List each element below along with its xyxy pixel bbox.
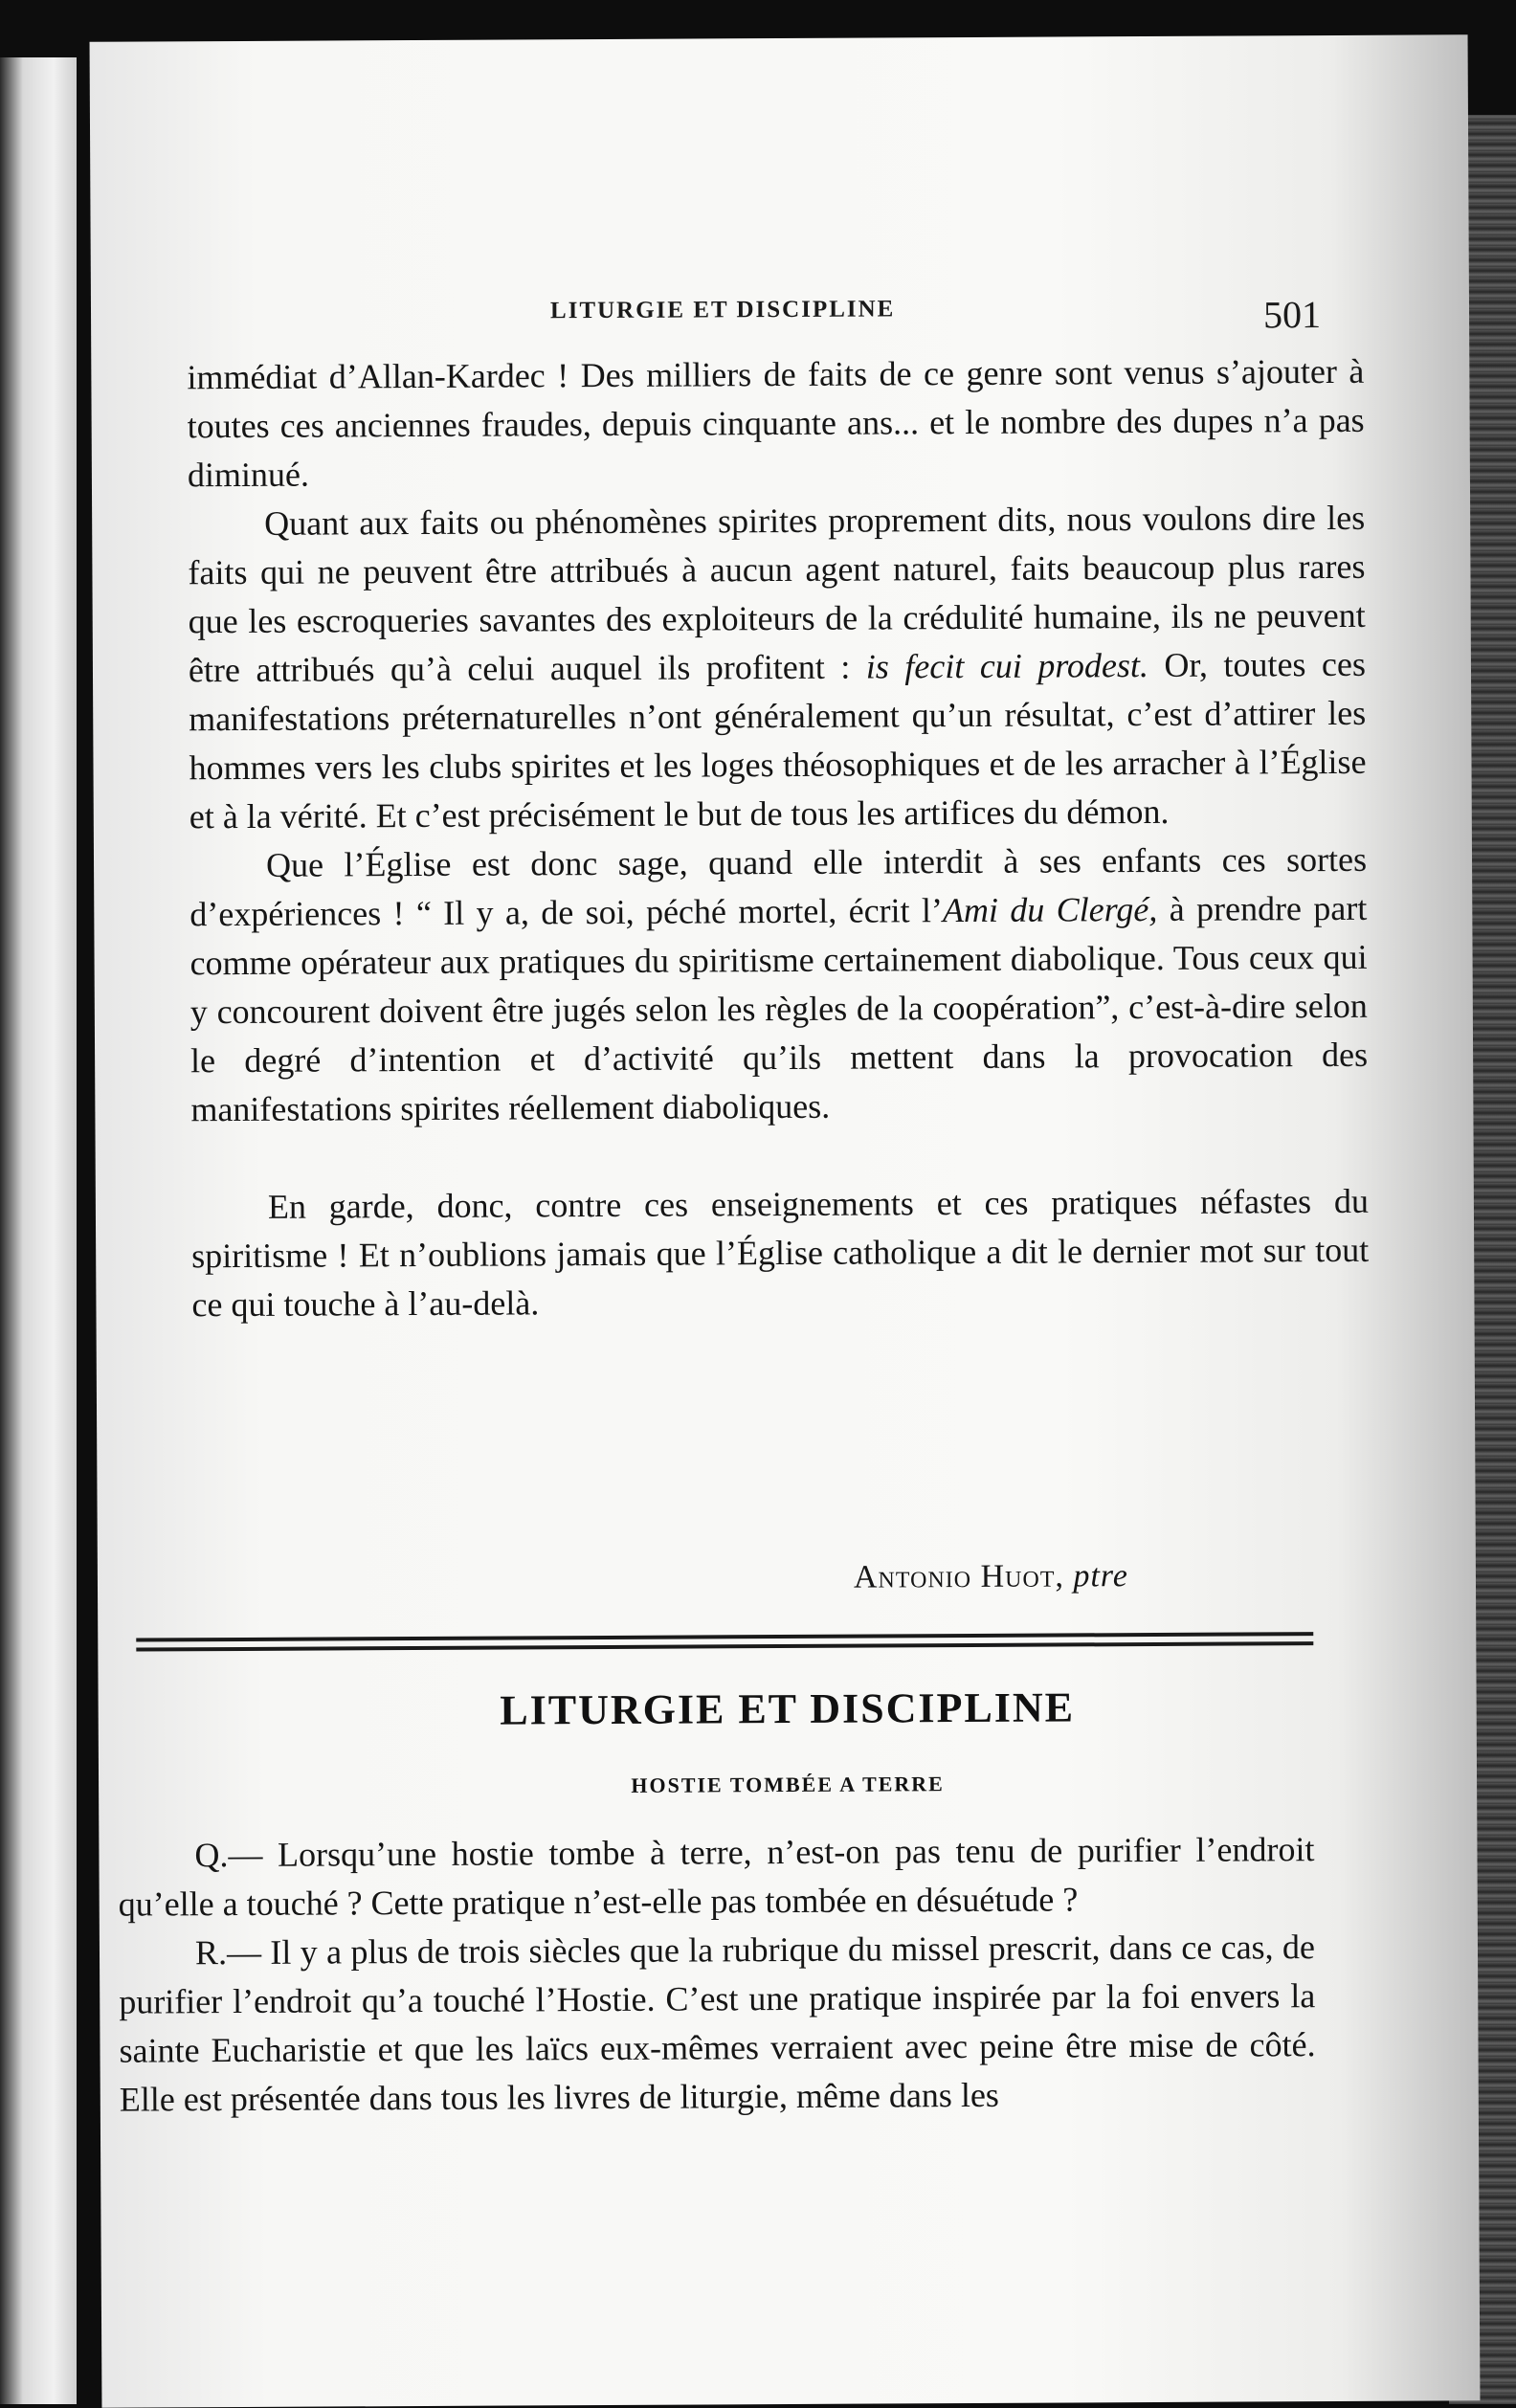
divider-rule: [136, 1632, 1313, 1641]
paragraph: [188, 494, 1367, 841]
subsection-title: HOSTIE TOMBÉE A TERRE: [631, 1772, 945, 1797]
paragraph: [190, 836, 1369, 1134]
section-title: LITURGIE ET DISCIPLINE: [500, 1683, 1076, 1734]
paragraph: immédiat d’Allan-Kardec ! Des milliers de faits de ce genre sont venus s’ajouter à toutes ces anciennes fraudes, depuis cinquante ans... et le nombre des dupes n’a pas diminué.: [187, 351, 1365, 495]
latin-quote: is fecit cui prodest.: [865, 646, 1149, 686]
answer: R.— Il y a plus de trois siècles que la rubrique du missel prescrit, dans ce cas, de purifier l’endroit qu’a touché l’Hostie. C’est une pratique inspirée par la foi envers la sainte Eucharistie et que les laïcs eux-mêmes verraient avec peine être mise de côté. Elle est présentée dans tous les livres de liturgie, même dans les: [119, 1928, 1316, 2119]
paragraph-text: Quant aux faits ou phénomènes spirites proprement dits, nous voulons dire les faits qui ne peuvent être attribués à aucun agent naturel, faits beaucoup plus rares que les escroqueries savantes des exploiteurs de la crédulité humaine, ils ne peuvent être attribués qu’à celui auquel ils profitent :: [188, 498, 1366, 690]
paragraph-text: à prendre part comme opérateur aux pratiques du spiritisme certainement diabolique. Tous ceux qui y concourent doivent être jugés selon les règles de la coopération”, c’est-à-dire selon le degré d’intention et d’activité qu’ils mettent dans la provocation des manifestations spirites réellement diaboliques.: [190, 888, 1369, 1129]
book-page: [90, 34, 1481, 2408]
author-name: Antonio Huot,: [853, 1558, 1065, 1595]
qa-body: [118, 1825, 1316, 2125]
journal-title: Ami du Clergé,: [942, 889, 1158, 930]
question: Q.— Lorsqu’une hostie tombe à terre, n’est-on pas tenu de purifier l’endroit qu’elle a touché ? Cette pratique n’est-elle pas tombée en désuétude ?: [118, 1830, 1315, 1924]
page-number: 501: [1262, 293, 1322, 337]
author-title: ptre: [1073, 1558, 1129, 1594]
running-head: LITURGIE ET DISCIPLINE: [549, 296, 896, 324]
paragraph-text: Or, toutes ces manifestations préternaturelles n’ont généralement qu’un résultat, c’est d’attirer les hommes vers les clubs spirites et les loges théosophiques et de les arracher à l’Église et à la vérité. Et c’est précisément le but de tous les artifices du démon.: [189, 644, 1367, 836]
facing-page-edge: [0, 57, 77, 2404]
article-body: [187, 347, 1369, 1329]
author-signature: [854, 1558, 1128, 1596]
paragraph: En garde, donc, contre ces enseignements et ces pratiques néfastes du spiritisme ! Et n’oublions jamais que l’Église catholique a dit le dernier mot sur tout ce qui touche à l’au-delà.: [191, 1181, 1370, 1325]
paragraph-text: Que l’Église est donc sage, quand elle interdit à ses enfants ces sortes d’expériences ! “ Il y a, de soi, péché mortel, écrit l’: [190, 839, 1368, 934]
divider-rule: [136, 1641, 1313, 1651]
